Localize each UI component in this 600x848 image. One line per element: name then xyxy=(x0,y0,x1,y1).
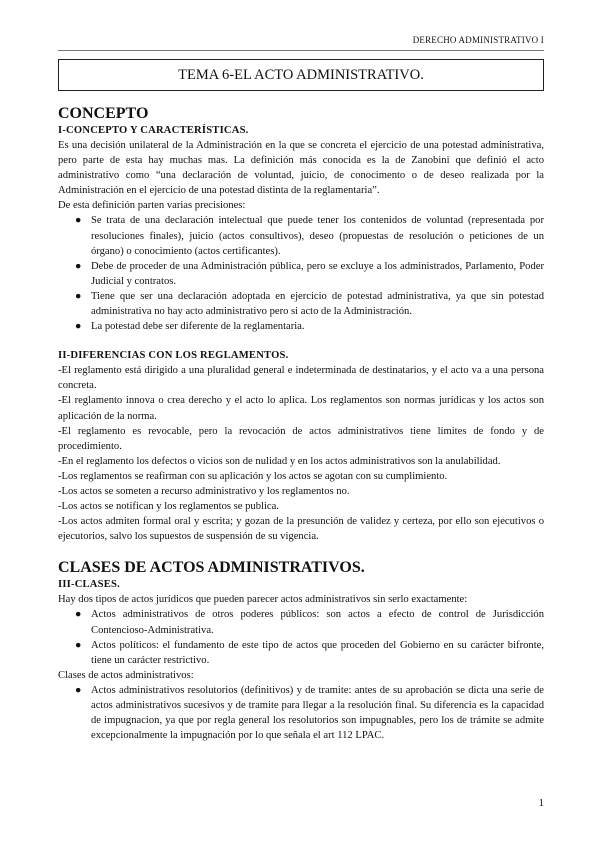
subheading-clases: III-CLASES. xyxy=(58,579,120,591)
page-title: TEMA 6-EL ACTO ADMINISTRATIVO. xyxy=(58,59,544,91)
list-item: ● La potestad debe ser diferente de la reglamentaria. xyxy=(58,319,544,334)
header-divider xyxy=(58,50,544,51)
list-item: ● Actos políticos: el fundamento de este tipo de actos que proceden del Gobierno en su carácter bifronte, tiene un carácter restrictivo. xyxy=(75,639,544,666)
paragraph: -En el reglamento los defectos o vicios son de nulidad y en los actos administrativos son la anulabilidad. xyxy=(58,455,501,467)
paragraph: -Los actos se someten a recurso administrativo y los reglamentos no. xyxy=(58,485,350,497)
running-header: DERECHO ADMINISTRATIVO I xyxy=(412,35,544,45)
section-heading-clases: CLASES DE ACTOS ADMINISTRATIVOS. xyxy=(58,559,365,577)
paragraph: -El reglamento está dirigido a una pluralidad general e indeterminada de destinatarios, y el acto va a una persona concreta. xyxy=(58,365,544,392)
subheading-diferencias: II-DIFERENCIAS CON LOS REGLAMENTOS. xyxy=(58,350,289,362)
bullet-list xyxy=(58,607,544,667)
bullet-list xyxy=(58,213,544,334)
bullet-icon: ● xyxy=(75,215,82,227)
section-heading-concepto: CONCEPTO xyxy=(58,105,149,122)
bullet-icon: ● xyxy=(75,321,82,333)
paragraph: Es una decisión unilateral de la Administración en la que se concreta el ejercicio de una potestad administrativa, pero parte de esta hay muchas mas. La definición más conocida es la de Zanobini que definió el acto administrativo como “una declaración de voluntad, juicio, de conocimento o de deseo realizada por la Administración en el ejercicio de una potestad distinta de la reglamentaria”. xyxy=(58,140,544,197)
list-item: ● Tiene que ser una declaración adoptada en ejercicio de potestad administrativa, ya que sin potestad administrativa no hay acto administrativo pero si acto de la Administración. xyxy=(75,290,544,318)
paragraph: -El reglamento es revocable, pero la revocación de actos administrativos tiene límites de fondo y de procedimiento. xyxy=(58,425,544,452)
bullet-icon: ● xyxy=(75,684,82,696)
paragraph: -El reglamento innova o crea derecho y el acto lo aplica. Los reglamentos son normas jurídicas y los actos son aplicación de la norma. xyxy=(58,395,544,422)
bullet-icon: ● xyxy=(75,639,82,651)
bullet-icon: ● xyxy=(75,609,82,621)
list-item: ● Se trata de una declaración intelectual que puede tener los contenidos de voluntad (representada por resoluciones finales), juicio (actos consultivos), deseo (propuestas de resolución o peticiones de un órgano) o conocimiento (actos certificantes). xyxy=(75,215,544,257)
paragraph: -Los actos se notifican y los reglamentos se publica. xyxy=(58,501,279,513)
list-item: ● Debe de proceder de una Administración pública, pero se excluye a los administrados, Parlamento, Poder Judicial y contratos. xyxy=(75,260,544,287)
page-number: 1 xyxy=(538,797,544,809)
paragraph: -Los actos admiten formal oral y escrita; y gozan de la presunción de validez y certeza, por ello son ejecutivos o ejecutorios, salvo los supuestos de suspensión de su vigencia. xyxy=(58,516,544,543)
list-item: ● Actos administrativos de otros poderes públicos: son actos a efecto de control de Jurisdicción Contencioso-Administrativa. xyxy=(75,609,544,636)
bullet-icon: ● xyxy=(75,260,82,272)
subheading-concepto-caracteristicas: I-CONCEPTO Y CARACTERÍSTICAS. xyxy=(58,125,249,136)
paragraph: De esta definición parten varias precisiones: xyxy=(58,200,246,212)
bullet-list xyxy=(58,683,544,743)
bullet-icon: ● xyxy=(75,290,82,302)
paragraph: Hay dos tipos de actos jurídicos que pueden parecer actos administrativos sin serlo exactamente: xyxy=(58,594,468,606)
list-item: ● Actos administrativos resolutorios (definitivos) y de tramite: antes de su aprobación se dicta una serie de actos administrativos sucesivos y de tramite para llegar a la resolución final. Su diferencia es la capacidad de impugnacion, ya que por regla general los resolutorios son impugnables, pero los de trámite se admite excepcionalmente la impugnación por lo que señala el art 112 LPAC. xyxy=(75,684,544,742)
paragraph: -Los reglamentos se reafirman con su aplicación y los actos se agotan con su cumplimiento. xyxy=(58,470,448,482)
paragraph: Clases de actos administrativos: xyxy=(58,669,194,681)
document-body xyxy=(58,104,544,743)
